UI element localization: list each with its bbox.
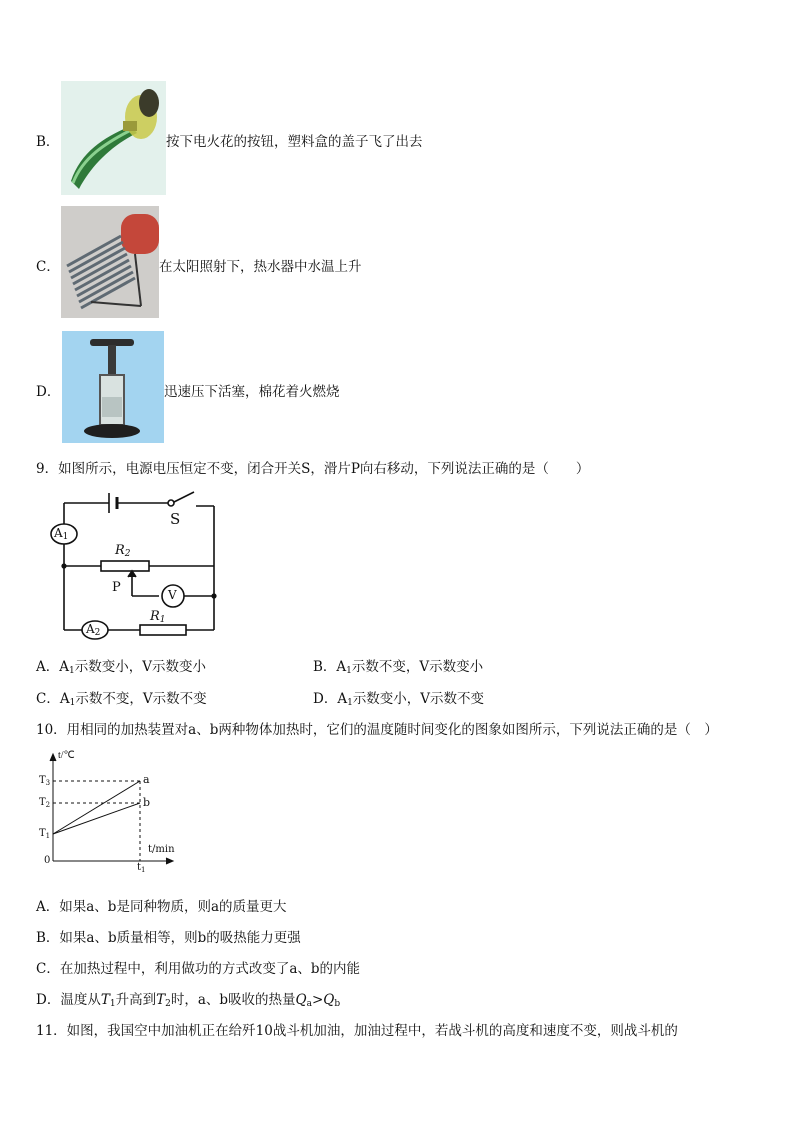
q9-option-a: A．$A_1$示数变小，V示数变小 — [36, 659, 206, 676]
line-b-label: b — [143, 796, 151, 809]
option-c-text: 在太阳照射下，热水器中水温上升 — [159, 259, 362, 275]
resistor-r1-label: $R_1$ — [150, 609, 166, 625]
q10-option-b: B．如果a、b质量相等，则b的吸热能力更强 — [36, 930, 301, 946]
option-b-letter: B． — [36, 134, 60, 150]
q9-option-d: D．$A_1$示数变小，V示数不变 — [313, 691, 485, 708]
question-10-stem: 10．用相同的加热装置对a、b两种物体加热时，它们的温度随时间变化的图象如图所示，下列说法正确的是（ ） — [36, 722, 718, 738]
question-11-stem: 11．如图，我国空中加油机正在给歼10战斗机加油，加油过程中，若战斗机的高度和速度不变，则战斗机的 — [36, 1023, 678, 1039]
ammeter-a1-label: $A_1$ — [54, 526, 69, 542]
question-9-stem: 9．如图所示，电源电压恒定不变，闭合开关S，滑片P向右移动，下列说法正确的是（ ） — [36, 461, 590, 477]
q10-option-a: A．如果a、b是同种物质，则a的质量更大 — [36, 899, 287, 915]
switch-label: S — [170, 510, 181, 528]
option-d-text: 迅速压下活塞，棉花着火燃烧 — [164, 384, 340, 400]
option-b-text: 按下电火花的按钮，塑料盒的盖子飞了出去 — [166, 134, 423, 150]
t3-label: $T_3$ — [39, 775, 51, 787]
option-c-letter: C． — [36, 259, 60, 275]
line-a-label: a — [143, 773, 150, 786]
q10-option-d: D．温度从$T_1$升高到$T_2$时，a、b吸收的热量$Q_a>Q_b$ — [36, 992, 341, 1009]
x-axis-label: t/min — [148, 844, 175, 855]
t2-label: $T_2$ — [39, 797, 51, 809]
question-9-circuit-diagram — [46, 488, 226, 643]
t1-label: $T_1$ — [39, 828, 51, 840]
spark-igniter-photo — [61, 81, 166, 195]
q9-option-b: B．$A_1$示数不变，V示数变小 — [313, 659, 484, 676]
time-t1-label: $t_1$ — [137, 862, 146, 874]
option-d-letter: D． — [36, 384, 61, 400]
piston-cylinder-photo — [62, 331, 164, 443]
resistor-r2-label: $R_2$ — [115, 543, 131, 559]
origin-label: 0 — [44, 855, 51, 866]
slider-p-label: P — [112, 580, 121, 595]
solar-water-heater-photo — [61, 206, 159, 318]
y-axis-label: t/℃ — [58, 750, 75, 761]
q10-option-c: C．在加热过程中，利用做功的方式改变了a、b的内能 — [36, 961, 361, 977]
q9-option-c: C．$A_1$示数不变，V示数不变 — [36, 691, 207, 708]
ammeter-a2-label: $A_2$ — [86, 622, 101, 638]
voltmeter-label: V — [168, 588, 177, 602]
question-10-temperature-graph — [34, 748, 184, 878]
